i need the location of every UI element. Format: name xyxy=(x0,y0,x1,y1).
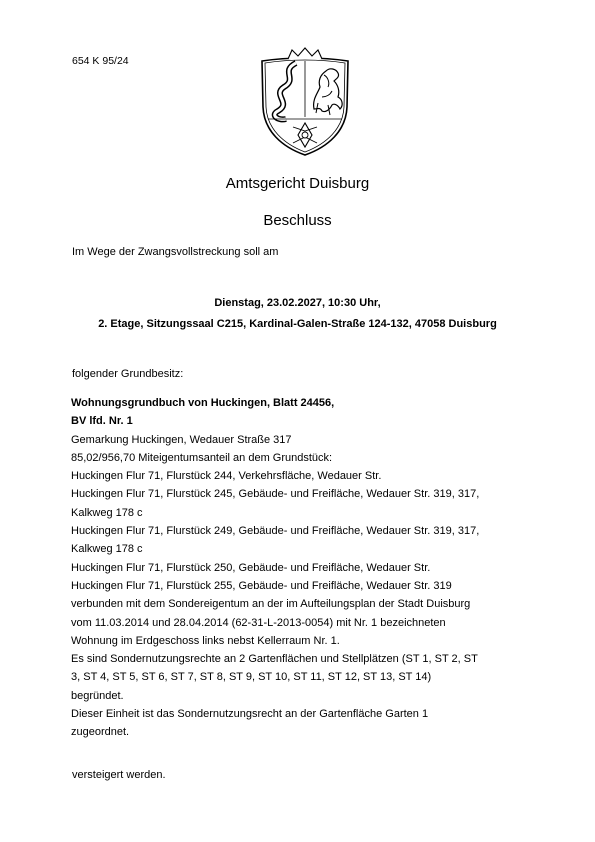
coat-of-arms-icon xyxy=(258,47,352,157)
description-line: 85,02/956,70 Miteigentumsanteil an dem Grundstück: xyxy=(71,451,333,464)
description-line: Huckingen Flur 71, Flurstück 250, Gebäude- und Freifläche, Wedauer Str. xyxy=(71,561,431,574)
description-line: Dieser Einheit ist das Sondernutzungsrecht an der Gartenfläche Garten 1 xyxy=(71,708,429,721)
property-label: folgender Grundbesitz: xyxy=(72,368,184,380)
description-line: Gemarkung Huckingen, Wedauer Straße 317 xyxy=(71,433,292,446)
closing-text: versteigert werden. xyxy=(72,769,166,781)
description-line: zugeordnet. xyxy=(71,726,130,739)
property-description xyxy=(71,394,541,742)
description-line: Huckingen Flur 71, Flurstück 255, Gebäude- und Freifläche, Wedauer Str. 319 xyxy=(71,579,452,592)
description-line: verbunden mit dem Sondereigentum an der im Aufteilungsplan der Stadt Duisburg xyxy=(71,598,471,611)
auction-location: 2. Etage, Sitzungssaal C215, Kardinal-Galen-Straße 124-132, 47058 Duisburg xyxy=(98,318,497,330)
document-type-heading: Beschluss xyxy=(263,212,332,229)
description-line: Huckingen Flur 71, Flurstück 245, Gebäude- und Freifläche, Wedauer Str. 319, 317, xyxy=(71,488,480,501)
description-line: begründet. xyxy=(71,689,124,702)
intro-text: Im Wege der Zwangsvollstreckung soll am xyxy=(72,246,279,258)
description-line: Kalkweg 178 c xyxy=(71,543,143,556)
description-line: Huckingen Flur 71, Flurstück 249, Gebäude- und Freifläche, Wedauer Str. 319, 317, xyxy=(71,525,480,538)
court-name: Amtsgericht Duisburg xyxy=(225,175,370,192)
description-line: Huckingen Flur 71, Flurstück 244, Verkehrsfläche, Wedauer Str. xyxy=(71,470,382,483)
description-line: Es sind Sondernutzungsrechte an 2 Gartenflächen und Stellplätzen (ST 1, ST 2, ST xyxy=(71,653,478,666)
case-number: 654 K 95/24 xyxy=(72,55,129,67)
inventory-number-heading: BV lfd. Nr. 1 xyxy=(71,415,133,428)
description-line: vom 11.03.2014 und 28.04.2014 (62-31-L-2013-0054) mit Nr. 1 bezeichneten xyxy=(71,616,446,629)
land-register-heading: Wohnungsgrundbuch von Huckingen, Blatt 24456, xyxy=(71,397,335,409)
auction-date: Dienstag, 23.02.2027, 10:30 Uhr, xyxy=(214,297,381,309)
description-line: Wohnung im Erdgeschoss links nebst Kellerraum Nr. 1. xyxy=(71,634,340,647)
description-line: Kalkweg 178 c xyxy=(71,506,143,519)
description-line: 3, ST 4, ST 5, ST 6, ST 7, ST 8, ST 9, ST 10, ST 11, ST 12, ST 13, ST 14) xyxy=(71,671,432,684)
